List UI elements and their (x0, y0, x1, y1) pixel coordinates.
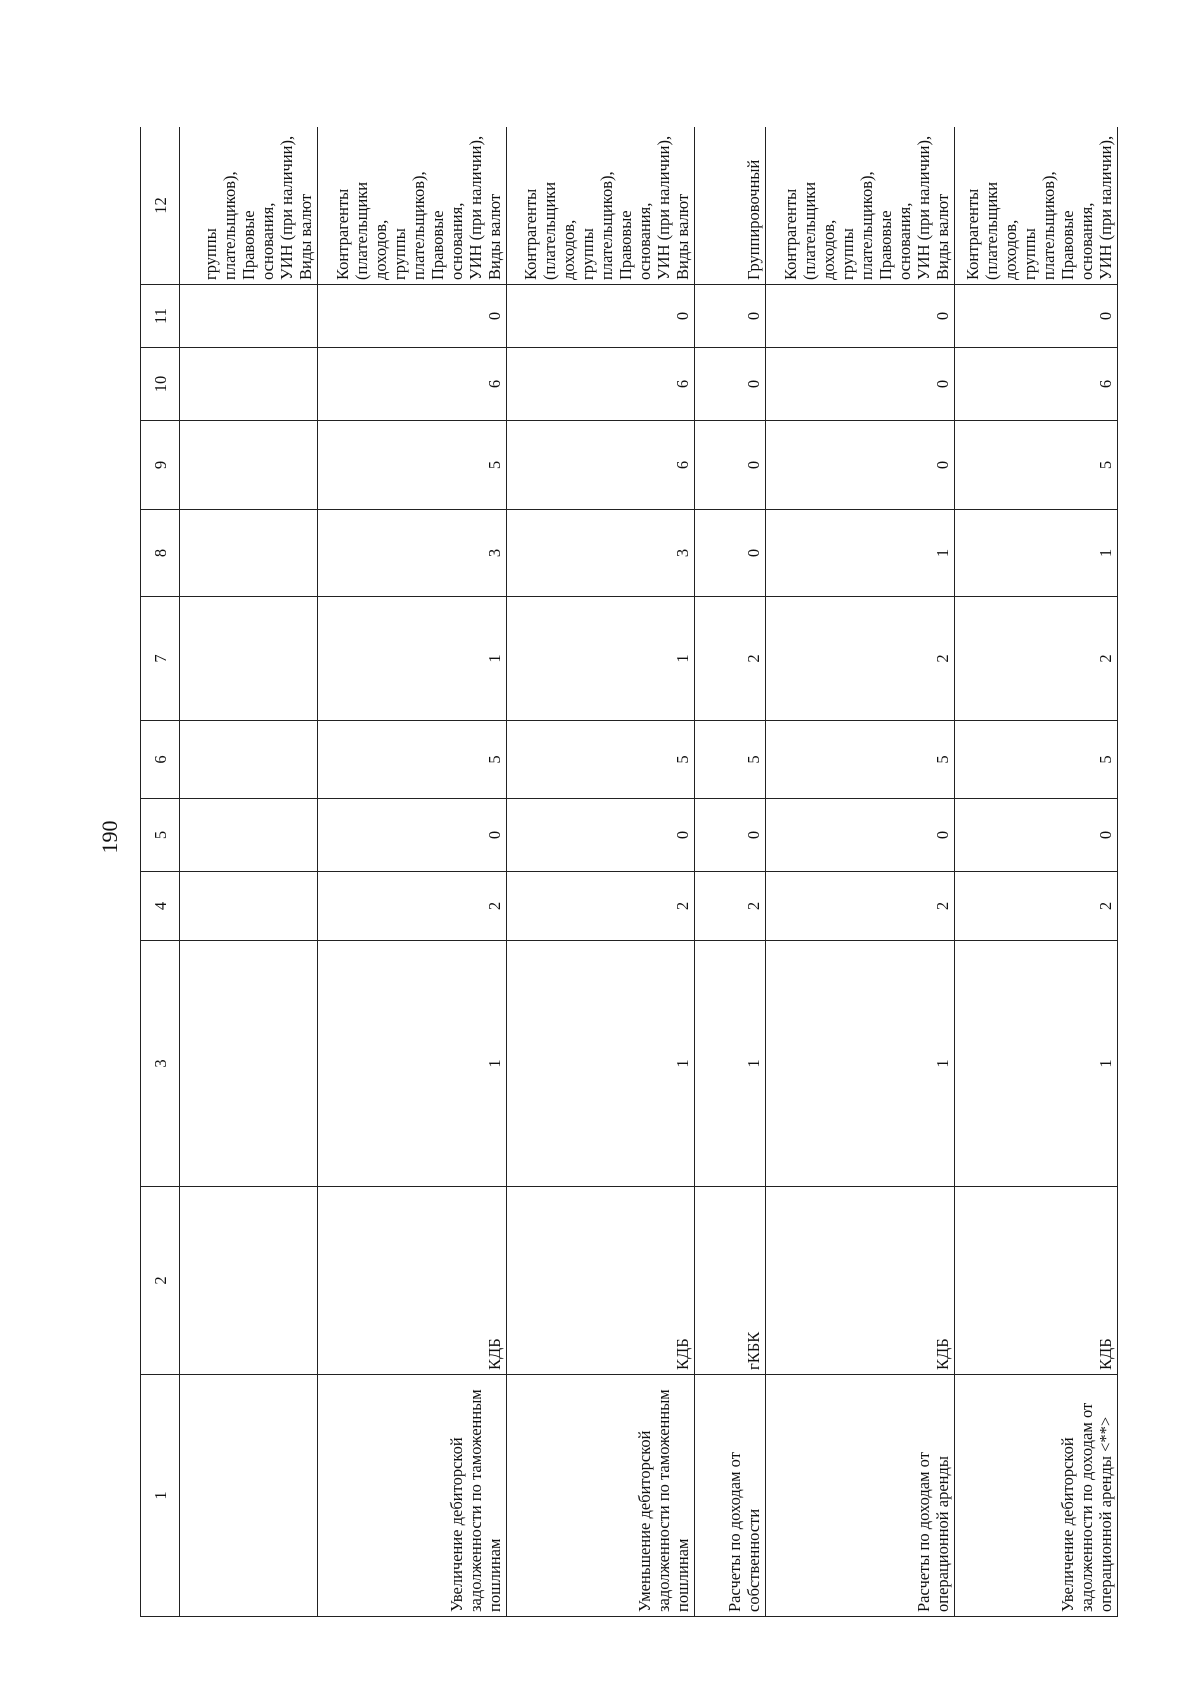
table-row (766, 127, 954, 1617)
table-cell-col-7: 1 (318, 597, 506, 721)
table-cell-col-9: 5 (954, 421, 1117, 510)
table-row (506, 127, 694, 1617)
table-cell-col-4: 2 (506, 872, 694, 941)
table-cell-col-11: 0 (954, 285, 1117, 348)
column-header-12: 12 (141, 127, 180, 285)
table-cell-col-8: 3 (506, 510, 694, 597)
table-cell-col-8 (180, 510, 318, 597)
table-cell-col-3: 1 (318, 941, 506, 1187)
column-header-9: 9 (141, 421, 180, 510)
table-cell-col-12: Контрагенты (плательщики доходов, группы плательщиков), Правовые основания, УИН (при наличии), (954, 127, 1117, 285)
table-cell-col-3: 1 (766, 941, 954, 1187)
table-cell-col-6 (180, 721, 318, 799)
table-cell-col-1: Уменьшение дебиторской задолженности по таможенным пошлинам (506, 1375, 694, 1617)
table-cell-col-6: 5 (506, 721, 694, 799)
table-cell-col-1 (180, 1375, 318, 1617)
table-cell-col-4: 2 (694, 872, 766, 941)
table-cell-col-3: 1 (506, 941, 694, 1187)
table-cell-col-4: 2 (766, 872, 954, 941)
table-cell-col-4: 2 (954, 872, 1117, 941)
table-cell-col-5 (180, 799, 318, 872)
table-cell-col-2: КДБ (766, 1187, 954, 1375)
table-row (318, 127, 506, 1617)
column-header-7: 7 (141, 597, 180, 721)
table-cell-col-3 (180, 941, 318, 1187)
table-cell-col-5: 0 (954, 799, 1117, 872)
table-cell-col-4 (180, 872, 318, 941)
table-cell-col-2: гКБК (694, 1187, 766, 1375)
column-header-5: 5 (141, 799, 180, 872)
table-cell-col-8: 1 (766, 510, 954, 597)
table-row (954, 127, 1117, 1617)
table-cell-col-7: 2 (766, 597, 954, 721)
table-cell-col-7: 2 (694, 597, 766, 721)
column-header-1: 1 (141, 1375, 180, 1617)
column-header-2: 2 (141, 1187, 180, 1375)
table-cell-col-11: 0 (318, 285, 506, 348)
table-cell-col-10: 6 (318, 348, 506, 421)
table-cell-col-10: 0 (766, 348, 954, 421)
table-cell-col-8: 3 (318, 510, 506, 597)
table-cell-col-6: 5 (318, 721, 506, 799)
table-cell-col-11 (180, 285, 318, 348)
header-row (141, 127, 180, 1617)
table-cell-col-5: 0 (506, 799, 694, 872)
table-cell-col-5: 0 (318, 799, 506, 872)
table-cell-col-2: КДБ (506, 1187, 694, 1375)
table-cell-col-12: группы плательщиков), Правовые основания, УИН (при наличии), Виды валют (180, 127, 318, 285)
table-cell-col-6: 5 (954, 721, 1117, 799)
table-cell-col-12: Контрагенты (плательщики доходов, группы плательщиков), Правовые основания, УИН (при наличии), Виды валют (506, 127, 694, 285)
table-cell-col-8: 0 (694, 510, 766, 597)
classification-table (140, 127, 1118, 1617)
table-cell-col-5: 0 (766, 799, 954, 872)
table-row-continuation (180, 127, 318, 1617)
table-cell-col-10: 6 (506, 348, 694, 421)
table-cell-col-7: 2 (954, 597, 1117, 721)
table-cell-col-6: 5 (766, 721, 954, 799)
table-cell-col-9: 0 (694, 421, 766, 510)
table-cell-col-11: 0 (694, 285, 766, 348)
table-cell-col-1: Увеличение дебиторской задолженности по таможенным пошлинам (318, 1375, 506, 1617)
table-cell-col-9: 5 (318, 421, 506, 510)
table-cell-col-8: 1 (954, 510, 1117, 597)
table-cell-col-4: 2 (318, 872, 506, 941)
table-cell-col-10: 0 (694, 348, 766, 421)
table-cell-col-1: Увеличение дебиторской задолженности по доходам от операционной аренды <**> (954, 1375, 1117, 1617)
table-cell-col-2 (180, 1187, 318, 1375)
table-cell-col-10: 6 (954, 348, 1117, 421)
table-cell-col-11: 0 (766, 285, 954, 348)
table-cell-col-12: Контрагенты (плательщики доходов, группы плательщиков), Правовые основания, УИН (при наличии), Виды валют (766, 127, 954, 285)
table-cell-col-7: 1 (506, 597, 694, 721)
table-cell-col-9: 0 (766, 421, 954, 510)
table-cell-col-2: КДБ (318, 1187, 506, 1375)
column-header-10: 10 (141, 348, 180, 421)
table-frame (140, 127, 1118, 1617)
table-row (694, 127, 766, 1617)
rotated-table-container (140, 127, 1118, 1617)
table-cell-col-1: Расчеты по доходам от собственности (694, 1375, 766, 1617)
table-cell-col-1: Расчеты по доходам от операционной аренды (766, 1375, 954, 1617)
column-header-4: 4 (141, 872, 180, 941)
table-cell-col-12: Контрагенты (плательщики доходов, группы плательщиков), Правовые основания, УИН (при наличии), Виды валют (318, 127, 506, 285)
table-cell-col-5: 0 (694, 799, 766, 872)
table-cell-col-3: 1 (694, 941, 766, 1187)
table-cell-col-9 (180, 421, 318, 510)
page-number: 190 (97, 820, 122, 854)
table-cell-col-11: 0 (506, 285, 694, 348)
table-cell-col-9: 6 (506, 421, 694, 510)
table-cell-col-12: Группировочный (694, 127, 766, 285)
table-cell-col-2: КДБ (954, 1187, 1117, 1375)
column-header-3: 3 (141, 941, 180, 1187)
column-header-8: 8 (141, 510, 180, 597)
column-header-6: 6 (141, 721, 180, 799)
table-cell-col-3: 1 (954, 941, 1117, 1187)
table-cell-col-6: 5 (694, 721, 766, 799)
column-header-11: 11 (141, 285, 180, 348)
table-cell-col-7 (180, 597, 318, 721)
table-cell-col-10 (180, 348, 318, 421)
